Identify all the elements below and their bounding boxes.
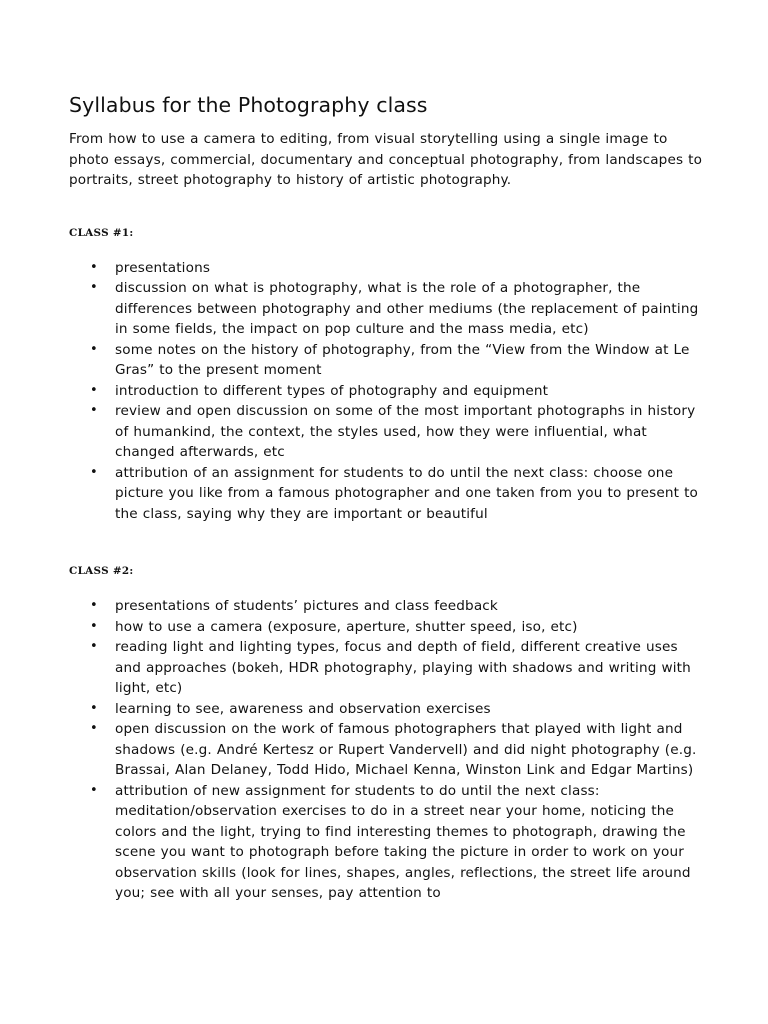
class-1-list <box>69 258 708 525</box>
bullet-icon: • <box>90 280 98 295</box>
class-1-item-text: discussion on what is photography, what is the role of a photographer, the differences between photography and other mediums (the replacement of painting in some fields, the impact on pop culture and the mass media, etc) <box>115 280 699 337</box>
class-2-item <box>69 617 708 638</box>
bullet-icon: • <box>90 382 98 398</box>
class-2-item-text: learning to see, awareness and observation exercises <box>115 700 491 717</box>
bullet-icon: • <box>90 403 98 418</box>
bullet-icon: • <box>90 721 98 736</box>
bullet-icon: • <box>90 618 98 634</box>
bullet-icon: • <box>90 341 98 357</box>
class-1-item-text: presentations <box>115 259 211 276</box>
class-1-item <box>69 278 708 340</box>
class-1-item-text: review and open discussion on some of the most important photographs in history of humankind, the context, the styles used, how they were influential, what changed afterwards, etc <box>115 403 696 460</box>
bullet-icon: • <box>90 464 98 480</box>
class-2-item-text: open discussion on the work of famous photographers that played with light and shadows (e.g. André Kertesz or Rupert Vandervell) and did night photography (e.g. Brassai, Alan Delaney, Todd Hido, Michael Kenna, Winston Link and Edgar Martins) <box>115 721 697 778</box>
bullet-icon: • <box>90 700 98 716</box>
class-1-item-text: introduction to different types of photography and equipment <box>115 382 549 399</box>
class-1-item <box>69 401 708 463</box>
class-1-item <box>69 258 708 279</box>
document-title: Syllabus for the Photography class <box>69 93 428 117</box>
class-2-item-text: how to use a camera (exposure, aperture, shutter speed, iso, etc) <box>115 618 578 635</box>
class-2-item-text: attribution of new assignment for students to do until the next class: meditation/observation exercises to do in a street near your home, noticing the colors and the light, trying to find interesting themes to photograph, drawing the scene you want to photograph before taking the picture in order to work on your observation skills (look for lines, shapes, angles, reflections, the street life around you; see with all your senses, pay attention to <box>115 782 691 901</box>
class-2-item-text: reading light and lighting types, focus and depth of field, different creative uses and approaches (bokeh, HDR photography, playing with shadows and writing with light, etc) <box>115 639 691 696</box>
class-2-item <box>69 699 708 720</box>
class-1-item <box>69 381 708 402</box>
bullet-icon: • <box>90 782 98 798</box>
bullet-icon: • <box>90 259 98 275</box>
intro-paragraph: From how to use a camera to editing, from visual storytelling using a single image to photo essays, commercial, documentary and conceptual photography, from landscapes to portraits, street photography to history of artistic photography. <box>69 131 703 188</box>
bullet-icon: • <box>90 598 98 613</box>
bullet-icon: • <box>90 639 98 654</box>
class-1-item-text: some notes on the history of photography, from the “View from the Window at Le Gras” to the present moment <box>115 341 690 378</box>
class-2-item <box>69 637 708 699</box>
class-1-item <box>69 340 708 381</box>
class-2-item-text: presentations of students’ pictures and class feedback <box>115 598 498 614</box>
class-2-item <box>69 719 708 781</box>
class-1-heading: CLASS #1: <box>69 226 134 239</box>
class-2-heading: CLASS #2: <box>69 565 134 577</box>
class-1-item <box>69 463 708 525</box>
class-2-list <box>69 596 708 904</box>
class-2-item <box>69 596 708 617</box>
class-1-item-text: attribution of an assignment for students to do until the next class: choose one picture you like from a famous photographer and one taken from you to present to the class, saying why they are important or beautiful <box>115 464 699 522</box>
class-2-item <box>69 781 708 904</box>
